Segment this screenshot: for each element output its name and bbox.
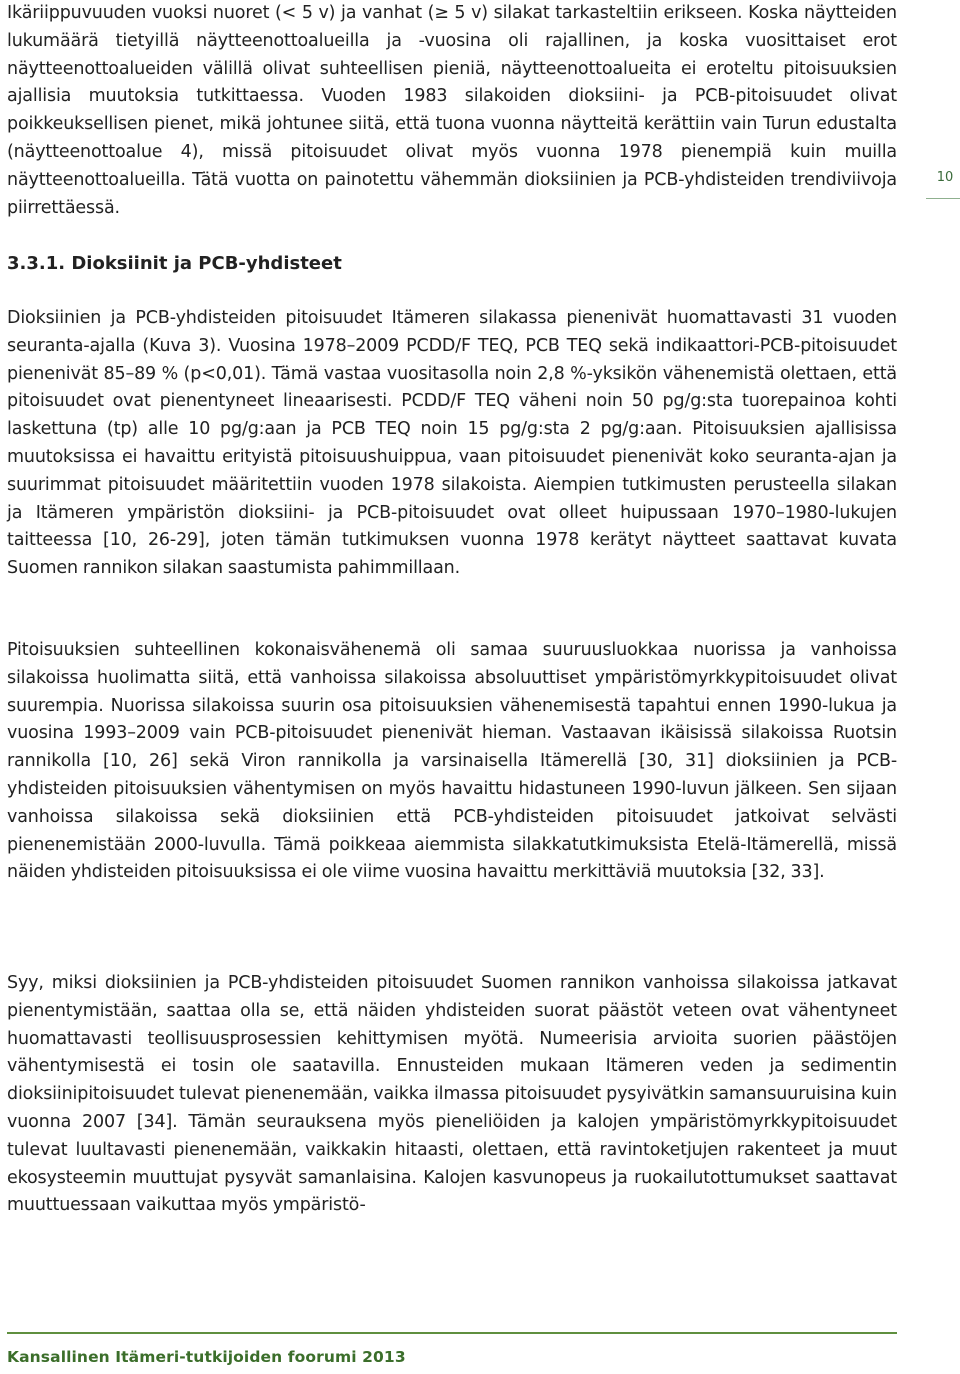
page-number-rule [926, 198, 960, 199]
page-number: 10 [936, 170, 954, 185]
footer-title: Kansallinen Itämeri-tutkijoiden foorumi 2013 [7, 1348, 406, 1366]
section-heading: 3.3.1. Dioksiinit ja PCB-yhdisteet [7, 253, 342, 274]
body-paragraph-1: Dioksiinien ja PCB-yhdisteiden pitoisuudet Itämeren silakassa pienenivät huomattavasti 31 vuoden seuranta-ajalla (Kuva 3). Vuosina 1978–2009 PCDD/F TEQ, PCB TEQ sekä indikaattori-PCB-pitoisuudet pienenivät 85–89 % (p<0,01). Tämä vastaa vuositasolla noin 2,8 %-yksikön vähenemistä olettaen, että pitoisuudet ovat pienentyneet lineaarisesti. PCDD/F TEQ väheni noin 50 pg/g:sta tuorepainoa kohti laskettuna (tp) alle 10 pg/g:aan ja PCB TEQ noin 15 pg/g:sta 2 pg/g:aan. Pitoisuuksien ajallisissa muutoksissa ei havaittu erityistä pitoisuushuippua, vaan pitoisuudet pienenivät koko seuranta-ajan ja suurimmat pitoisuudet määritettiin vuoden 1978 silakoista. Aiempien tutkimusten perusteella silakan ja Itämeren ympäristön dioksiini- ja PCB-pitoisuudet ovat olleet huipussaan 1970–1980-lukujen taitteessa [10, 26-29], joten tämän tutkimuksen vuonna 1978 kerätyt näytteet saattavat kuvata Suomen rannikon silakan saastumista pahimmillaan. [7, 308, 897, 579]
intro-paragraph: Ikäriippuvuuden vuoksi nuoret (< 5 v) ja vanhat (≥ 5 v) silakat tarkasteltiin erikseen. Koska näytteiden lukumäärä tietyillä näytteenottoalueilla ja -vuosina oli rajallinen, ja koska vuosittaiset erot näytteenottoalueiden välillä olivat suhteellisen pieniä, näytteenottoalueita ei eroteltu pitoisuuksien ajallisia muutoksia tutkittaessa. Vuoden 1983 silakoiden dioksiini- ja PCB-pitoisuudet olivat poikkeuksellisen pienet, mikä johtunee siitä, että tuona vuonna näytteitä kerättiin vain Turun edustalta (näytteenottoalue 4), missä pitoisuudet olivat myös vuonna 1978 pienempiä kuin muilla näytteenottoalueilla. Tätä vuotta on painotettu vähemmän dioksiinien ja PCB-yhdisteiden trendiviivoja piirrettäessä. [7, 3, 897, 218]
body-paragraph-3: Syy, miksi dioksiinien ja PCB-yhdisteiden pitoisuudet Suomen rannikon vanhoissa silakoissa jatkavat pienentymistään, saattaa olla se, että näiden yhdisteiden suorat päästöt veteen ovat vähentyneet huomattavasti teollisuusprosessien kehittymisen myötä. Numeerisia arvioita suorien päästöjen vähentymisestä ei tosin ole saatavilla. Ennusteiden mukaan Itämeren veden ja sedimentin dioksiinipitoisuudet tulevat pienenemään, vaikka ilmassa pitoisuudet pysyivätkin samansuuruisina kuin vuonna 2007 [34]. Tämän seurauksena myös pieneliöiden ja kalojen ympäristömyrkkypitoisuudet tulevat luultavasti pienenemään, vaikkakin hitaasti, olettaen, että ravintoketjujen rakenteet ja muut ekosysteemin muuttujat pysyvät samanlaisina. Kalojen kasvunopeus ja ruokailutottumukset saattavat muuttuessaan vaikuttaa myös ympäristö- [7, 973, 897, 1216]
footer-rule [7, 1332, 897, 1334]
body-paragraph-2: Pitoisuuksien suhteellinen kokonaisvähenemä oli samaa suuruusluokkaa nuorissa ja vanhoissa silakoissa huolimatta siitä, että vanhoissa silakoissa absoluuttiset ympäristömyrkkypitoisuudet olivat suurempia. Nuorissa silakoissa suurin osa pitoisuuksien vähenemisestä tapahtui ennen 1990-lukua ja vuosina 1993–2009 vain PCB-pitoisuudet pienenivät hieman. Vastaavan ikäisissä silakoissa Ruotsin rannikolla [10, 26] sekä Viron rannikolla ja varsinaisella Itämerellä [30, 31] dioksiinien ja PCB-yhdisteiden pitoisuuksien vähentymisen on myös havaittu hidastuneen 1990-luvun jälkeen. Sen sijaan vanhoissa silakoissa sekä dioksiinien että PCB-yhdisteiden pitoisuudet jatkoivat selvästi pienenemistään 2000-luvulla. Tämä poikkeaa aiemmista silakkatutkimuksista Etelä-Itämerellä, missä näiden yhdisteiden pitoisuuksissa ei ole viime vuosina havaittu merkittäviä muutoksia [32, 33]. [7, 640, 897, 883]
